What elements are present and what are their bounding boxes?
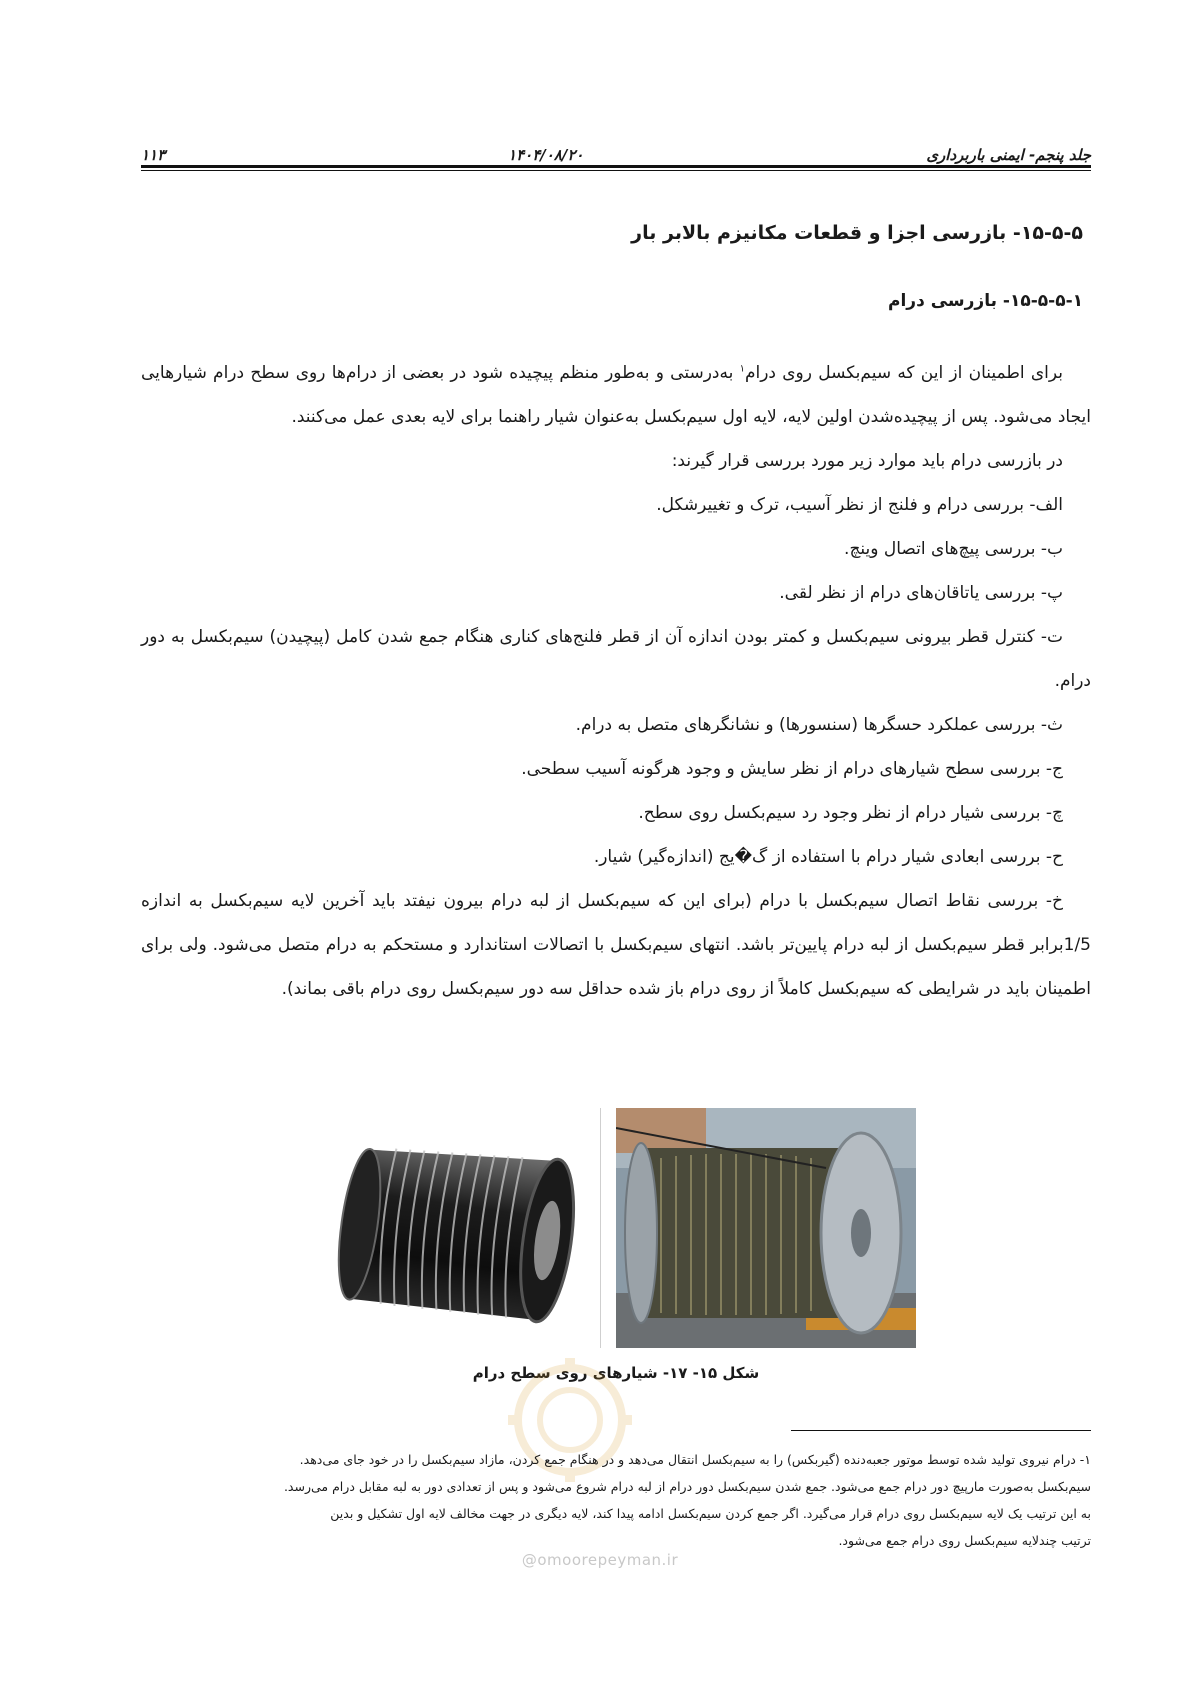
list-item: الف- بررسی درام و فلنج از نظر آسیب، ترک و تغییرشکل. <box>656 495 1063 515</box>
list-item: خ- بررسی نقاط اتصال سیم‌بکسل با درام (برای این که سیم‌بکسل از لبه درام بیرون نیفتد باید آخرین لایه سیم‌بکسل به اندازه 1/5برابر قطر سیم‌بکسل از لبه درام پایین‌تر باشد. انتهای سیم‌بکسل با اتصالات استاندارد و مستحکم به درام متصل می‌شود. ولی برای اطمینان باید در شرایطی که سیم‌بکسل کاملاً از روی درام باز شده حداقل سه دور سیم‌بکسل روی درام باقی بماند). <box>141 891 1091 999</box>
footnote-rule <box>791 1430 1091 1431</box>
list-item: چ- بررسی شیار درام از نظر وجود رد سیم‌بکسل روی سطح. <box>638 803 1063 823</box>
intro-text-start: برای اطمینان از این که سیم‌بکسل روی درام <box>744 363 1063 383</box>
footnote-line: به این ترتیب یک لایه سیم‌بکسل روی درام قرار می‌گیرد. اگر جمع کردن سیم‌بکسل ادامه پیدا کند، لایه دیگری در جهت مخالف لایه اول تشکیل و بدین <box>330 1506 1091 1521</box>
footnote-marker: ۱ <box>739 363 745 375</box>
footnote-line: ترتیب چندلایه سیم‌بکسل روی درام جمع می‌شود. <box>838 1533 1091 1548</box>
figure-caption: شکل ۱۵- ۱۷- شیارهای روی سطح درام <box>472 1364 760 1382</box>
running-header <box>141 128 1091 164</box>
winch-drum-illustration <box>616 1108 916 1348</box>
book-title: جلد پنجم- ایمنی باربرداری <box>926 146 1091 164</box>
intro-paragraph <box>141 351 1091 439</box>
header-rule-thick <box>141 165 1091 168</box>
list-item: ب- بررسی پیچ‌های اتصال وینچ. <box>844 539 1063 559</box>
section-heading: ۱۵-۵-۵- بازرسی اجزا و قطعات مکانیزم بالابر بار <box>631 222 1083 244</box>
list-item: ث- بررسی عملکرد حسگرها (سنسورها) و نشانگرهای متصل به درام. <box>575 715 1063 735</box>
body-text <box>141 351 1091 1011</box>
subsection-heading: ۱۵-۵-۵-۱- بازرسی درام <box>888 291 1083 311</box>
footnote-line: سیم‌بکسل به‌صورت مارپیچ دور درام جمع می‌شود. جمع شدن سیم‌بکسل دور درام از لبه درام شروع می‌شود و پس از تعدادی دور به لبه مقابل درام می‌رسد. <box>283 1479 1091 1494</box>
grooved-drum-illustration <box>316 1108 600 1348</box>
page-number: ۱۱۳ <box>141 146 166 164</box>
list-item: ج- بررسی سطح شیارهای درام از نظر سایش و وجود هرگونه آسیب سطحی. <box>521 759 1063 779</box>
footnote-line: ۱- درام نیروی تولید شده توسط موتور جعبه‌دنده (گیربکس) را به سیم‌بکسل انتقال می‌دهد و در هنگام جمع کردن، مازاد سیم‌بکسل را در خود جای می‌دهد. <box>299 1452 1091 1467</box>
list-item: ح- بررسی ابعادی شیار درام با استفاده از گ�یج (اندازه‌گیر) شیار. <box>593 847 1063 867</box>
watermark-text: @omoorepeyman.ir <box>521 1551 679 1569</box>
items-lead: در بازرسی درام باید موارد زیر مورد بررسی قرار گیرند: <box>671 451 1063 471</box>
winch-drum-photo <box>616 1108 916 1348</box>
header-date: ۱۴۰۴/۰۸/۲۰ <box>508 146 584 164</box>
figure-drum-photos <box>316 1108 916 1348</box>
intro-text-rest: به‌درستی و به‌طور منظم پیچیده شود در بعضی از درام‌ها روی سطح درام شیارهایی ایجاد می‌شود. پس از پیچیده‌شدن اولین لایه، لایه اول سیم‌بکسل به‌عنوان شیار راهنما برای لایه بعدی عمل می‌کنند. <box>141 363 1091 427</box>
footnote <box>141 1446 1091 1554</box>
list-item: پ- بررسی یاتاقان‌های درام از نظر لقی. <box>779 583 1063 603</box>
header-rule-thin <box>141 170 1091 171</box>
list-item: ت- کنترل قطر بیرونی سیم‌بکسل و کمتر بودن اندازه آن از قطر فلنج‌های کناری هنگام جمع شدن کامل (پیچیدن) سیم‌بکسل به دور درام. <box>141 627 1091 691</box>
grooved-drum-photo <box>316 1108 601 1348</box>
